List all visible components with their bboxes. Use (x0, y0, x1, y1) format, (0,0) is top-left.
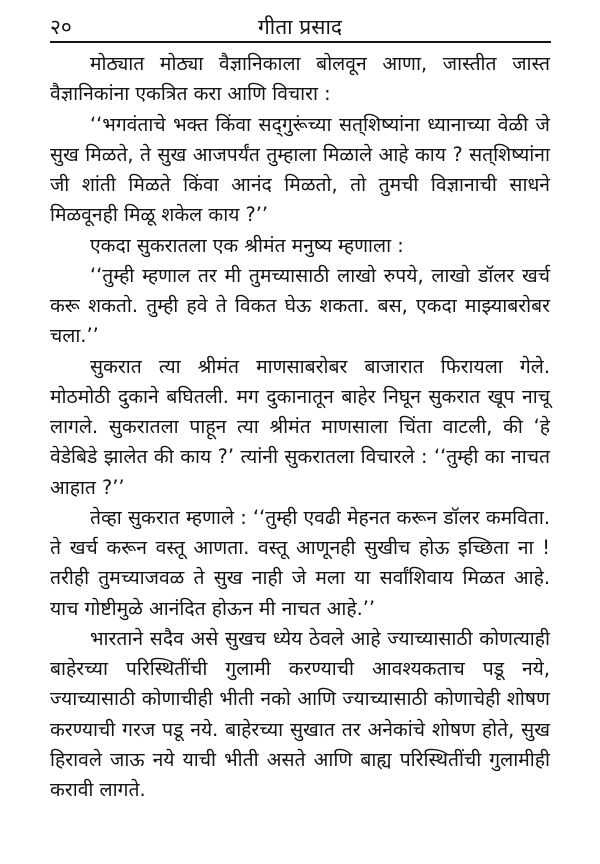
paragraph: तेव्हा सुकरात म्हणाले : ‘‘तुम्ही एवढी मेहनत करून डॉलर कमविता. ते खर्च करून वस्तू आणता. वस्तू आणूनही सुखीच होऊ इच्छिता ना ! तरीही तुमच्याजवळ ते सुख नाही जे मला या सर्वांशिवाय मिळत आहे. याच गोष्टीमुळे आनंदित होऊन मी नाचत आहे.’’ (50, 505, 550, 620)
page-number: २० (50, 15, 72, 39)
paragraph: सुकरात त्या श्रीमंत माणसाबरोबर बाजारात फिरायला गेले. मोठमोठी दुकाने बघितली. मग दुकानातून बाहेर निघून सुकरात खूप नाचू लागले. सुकरातला पाहून त्या श्रीमंत माणसाला चिंता वाटली, की ‘हे वेडेबिडे झालेत की काय ?’ त्यांनी सुकरातला विचारले : ‘‘तुम्ही का नाचत आहात ?’’ (50, 354, 550, 499)
paragraph: एकदा सुकरातला एक श्रीमंत मनुष्य म्हणाला : (90, 233, 404, 257)
paragraph: भारताने सदैव असे सुखच ध्येय ठेवले आहे ज्याच्यासाठी कोणत्याही बाहेरच्या परिस्थितींची गुलामी करण्याची आवश्यकताच पडू नये, ज्याच्यासाठी कोणाचीही भीती नको आणि ज्याच्यासाठी कोणाचेही शोषण करण्याची गरज पडू नये. बाहेरच्या सुखात तर अनेकांचे शोषण होते, सुख हिरावले जाऊ नये याची भीती असते आणि बाह्य परिस्थितींची गुलामीही करावी लागते. (50, 626, 550, 801)
body-text (50, 49, 550, 805)
page-header (50, 14, 550, 40)
paragraph: ‘‘तुम्ही म्हणाल तर मी तुमच्यासाठी लाखो रुपये, लाखो डॉलर खर्च करू शकतो. तुम्ही हवे ते विकत घेऊ शकता. बस, एकदा माझ्याबरोबर चला.’’ (50, 263, 550, 348)
running-title: गीता प्रसाद (257, 15, 343, 39)
header-rule (50, 41, 551, 43)
paragraph: ‘‘भगवंताचे भक्त किंवा सद्‌गुरूंच्या सत्‌शिष्यांना ध्यानाच्या वेळी जे सुख मिळते, ते सुख आजपर्यंत तुम्हाला मिळाले आहे काय ? सत्‌शिष्यांना जी शांती मिळते किंवा आनंद मिळतो, तो तुमची विज्ञानाची साधने मिळवूनही मिळू शकेल काय ?’’ (50, 112, 550, 227)
paragraph: मोठ्यात मोठ्या वैज्ञानिकाला बोलवून आणा, जास्तीत जास्त वैज्ञानिकांना एकत्रित करा आणि विचारा : (50, 52, 550, 106)
